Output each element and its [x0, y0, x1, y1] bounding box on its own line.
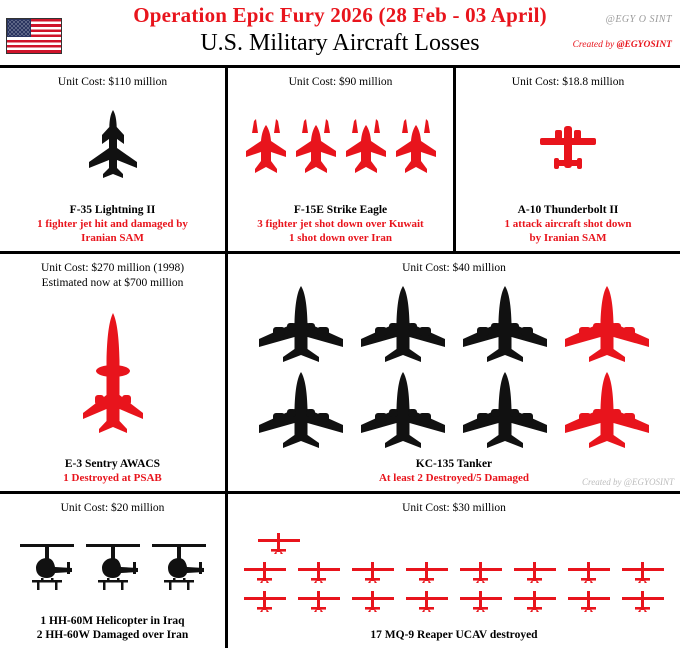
kc135-tanker-icon	[355, 369, 451, 451]
mq9-drone-icon	[257, 531, 301, 555]
kc135-icon-row-1	[253, 283, 655, 365]
helicopter-icon	[150, 534, 208, 596]
a10-aircraft-icon	[536, 120, 600, 174]
header	[0, 0, 680, 68]
kc135-tanker-icon	[559, 283, 655, 365]
art-f35	[0, 90, 225, 203]
row-rotary-and-drones	[0, 494, 680, 648]
aircraft-name-f15e: F-15E Strike Eagle	[293, 204, 388, 216]
loss-note-kc135-1: At least 2 Destroyed/5 Damaged	[378, 472, 530, 484]
cell-hh60	[0, 494, 228, 648]
aircraft-name-e3: E-3 Sentry AWACS	[64, 458, 161, 470]
unit-cost-f15e: Unit Cost: $90 million	[288, 76, 393, 88]
loss-note-f35-1: 1 fighter jet hit and damaged by	[37, 218, 188, 230]
cell-f15e	[228, 68, 456, 251]
loss-note-f15e-1: 3 fighter jet shot down over Kuwait	[257, 218, 424, 230]
caption-e3	[63, 457, 161, 491]
mq9-drone-icon	[297, 589, 341, 613]
kc135-tanker-icon	[355, 283, 451, 365]
f15-jet-icon	[343, 117, 389, 177]
mq9-icon-row-3	[243, 589, 665, 613]
credit-line	[573, 40, 672, 50]
mq9-icon-grid	[243, 531, 665, 613]
mq9-drone-icon	[459, 589, 503, 613]
credit-handle: @EGYOSINT	[616, 40, 672, 50]
unit-cost-hh60: Unit Cost: $20 million	[60, 502, 165, 514]
unit-cost-e3: Unit Cost: $270 million (1998)	[40, 262, 185, 274]
cell-e3	[0, 254, 228, 491]
f15-jet-icon	[393, 117, 439, 177]
kc135-tanker-icon	[253, 369, 349, 451]
f15-icon-group	[243, 117, 439, 177]
kc135-tanker-icon	[253, 283, 349, 365]
kc135-icon-grid	[253, 283, 655, 451]
kc135-tanker-icon	[457, 369, 553, 451]
mq9-drone-icon	[513, 560, 557, 584]
loss-note-f35-2: Iranian SAM	[81, 232, 144, 244]
row-large-aircraft	[0, 254, 680, 494]
mq9-icon-row-2	[243, 560, 665, 584]
mq9-drone-icon	[405, 589, 449, 613]
helicopter-icon-group	[18, 534, 208, 596]
mq9-drone-icon	[351, 560, 395, 584]
caption-f15e	[257, 203, 423, 251]
f35-jet-icon	[85, 108, 141, 186]
mq9-icon-row-1	[243, 531, 665, 555]
watermark-kc135: Created by @EGYOSINT	[582, 477, 674, 487]
mq9-drone-icon	[297, 560, 341, 584]
mq9-drone-icon	[351, 589, 395, 613]
caption-a10	[505, 203, 632, 251]
unit-cost-f35: Unit Cost: $110 million	[57, 76, 168, 88]
e3-awacs-icon	[73, 309, 153, 439]
mq9-drone-icon	[459, 560, 503, 584]
cell-kc135	[228, 254, 680, 491]
helicopter-icon	[84, 534, 142, 596]
mq9-drone-icon	[243, 560, 287, 584]
loss-note-mq9: 17 MQ-9 Reaper UCAV destroyed	[370, 629, 538, 641]
kc135-tanker-icon	[457, 283, 553, 365]
mq9-drone-icon	[567, 560, 611, 584]
art-mq9	[228, 516, 680, 628]
kc135-tanker-icon	[559, 369, 655, 451]
unit-cost-kc135: Unit Cost: $40 million	[402, 262, 506, 274]
credit-prefix: Created by	[572, 40, 617, 50]
art-f15e	[228, 90, 453, 203]
helicopter-icon	[18, 534, 76, 596]
cell-f35	[0, 68, 228, 251]
aircraft-name-f35: F-35 Lightning II	[69, 204, 156, 216]
page-title: Operation Epic Fury 2026 (28 Feb - 03 April)	[133, 3, 547, 27]
kc135-icon-row-2	[253, 369, 655, 451]
cell-a10	[456, 68, 680, 251]
aircraft-name-a10: A-10 Thunderbolt II	[517, 204, 619, 216]
mq9-drone-icon	[621, 589, 665, 613]
loss-note-e3-1: 1 Destroyed at PSAB	[63, 472, 162, 484]
loss-note-hh60-1: 1 HH-60M Helicopter in Iraq	[40, 615, 185, 627]
mq9-drone-icon	[567, 589, 611, 613]
loss-note-hh60-2: 2 HH-60W Damaged over Iran	[36, 629, 189, 641]
loss-note-a10-1: 1 attack aircraft shot down	[504, 218, 632, 230]
art-a10	[456, 90, 680, 203]
aircraft-name-kc135: KC-135 Tanker	[415, 458, 493, 470]
art-e3	[0, 291, 225, 457]
mq9-drone-icon	[243, 589, 287, 613]
mq9-drone-icon	[405, 560, 449, 584]
caption-kc135	[379, 457, 529, 491]
cell-mq9	[228, 494, 680, 648]
unit-cost-a10: Unit Cost: $18.8 million	[511, 76, 625, 88]
art-kc135	[228, 276, 680, 457]
row-fighters	[0, 68, 680, 254]
caption-mq9	[370, 628, 537, 648]
f15-jet-icon	[293, 117, 339, 177]
f15-jet-icon	[243, 117, 289, 177]
mq9-drone-icon	[513, 589, 557, 613]
loss-note-f15e-2: 1 shot down over Iran	[288, 232, 393, 244]
caption-hh60	[37, 614, 189, 648]
unit-cost-e3-line2: Estimated now at $700 million	[41, 277, 184, 289]
unit-cost-mq9: Unit Cost: $30 million	[402, 502, 506, 514]
caption-f35	[37, 203, 188, 251]
watermark-handle: @EGY O SINT	[605, 14, 672, 25]
page-subtitle: U.S. Military Aircraft Losses	[200, 30, 480, 56]
loss-note-a10-2: by Iranian SAM	[529, 232, 607, 244]
mq9-drone-icon	[621, 560, 665, 584]
art-hh60	[0, 516, 225, 614]
